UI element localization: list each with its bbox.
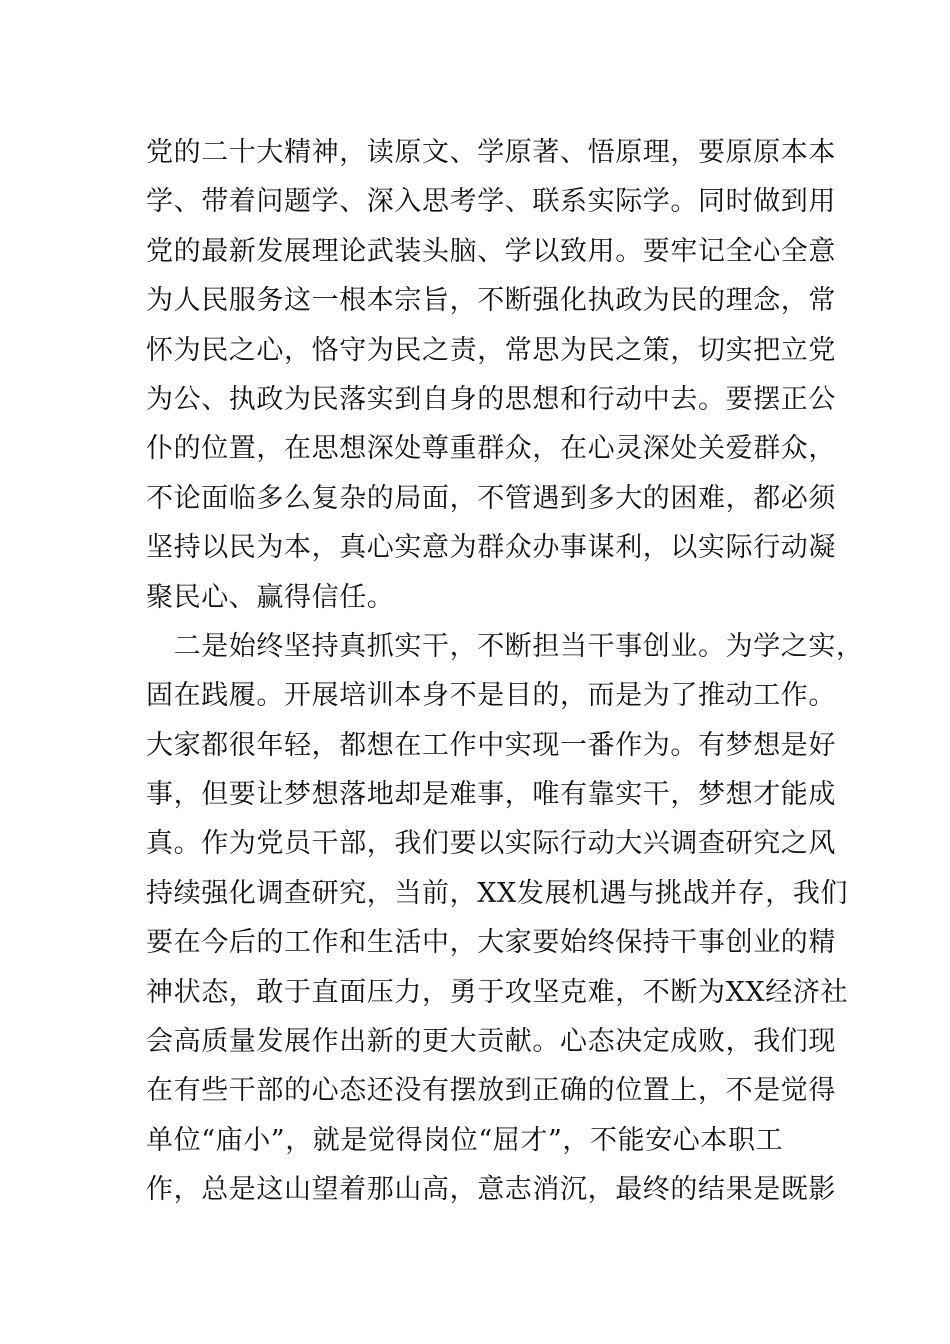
text-line: 会高质量发展作出新的更大贡献。心态决定成败，我们现 — [146, 1026, 836, 1058]
text-line: 作，总是这山望着那山高，意志消沉，最终的结果是既影 — [146, 1174, 836, 1206]
text-line: 事，但要让梦想落地却是难事，唯有靠实干，梦想才能成 — [146, 779, 836, 811]
text-line: 党的二十大精神，读原文、学原著、悟原理，要原原本本 — [146, 137, 836, 168]
text-line: 仆的位置，在思想深处尊重群众，在心灵深处关爱群众， — [146, 433, 836, 465]
text-line: 单位“庙小”，就是觉得岗位“屈才”，不能安心本职工 — [146, 1124, 784, 1156]
text-line: 聚民心、赢得信任。 — [146, 581, 395, 613]
text-line: 持续强化调查研究，当前，XX发展机遇与挑战并存，我们 — [146, 877, 849, 909]
text-line: 怀为民之心，恪守为民之责，常思为民之策，切实把立党 — [146, 334, 836, 366]
text-line: 坚持以民为本，真心实意为群众办事谋利，以实际行动凝 — [146, 532, 836, 564]
text-line: 不论面临多么复杂的局面，不管遇到多大的困难，都必须 — [146, 482, 836, 514]
text-line: 要在今后的工作和生活中，大家要始终保持干事创业的精 — [146, 927, 836, 959]
text-line: 大家都很年轻，都想在工作中实现一番作为。有梦想是好 — [146, 729, 836, 761]
text-line: 神状态，敢于直面压力，勇于攻坚克难，不断为XX经济社 — [146, 976, 849, 1008]
text-line: 党的最新发展理论武装头脑、学以致用。要牢记全心全意 — [146, 235, 836, 267]
text-line: 真。作为党员干部，我们要以实际行动大兴调查研究之风 — [146, 828, 836, 860]
paragraph-start-line: 二是始终坚持真抓实干，不断担当干事创业。为学之实， — [146, 630, 864, 662]
text-line: 固在践履。开展培训本身不是目的，而是为了推动工作。 — [146, 680, 836, 712]
body-text — [146, 128, 864, 1215]
text-line: 学、带着问题学、深入思考学、联系实际学。同时做到用 — [146, 186, 836, 218]
text-line: 在有些干部的心态还没有摆放到正确的位置上，不是觉得 — [146, 1075, 836, 1107]
text-line: 为人民服务这一根本宗旨，不断强化执政为民的理念，常 — [146, 285, 836, 317]
text-line: 为公、执政为民落实到自身的思想和行动中去。要摆正公 — [146, 383, 836, 415]
